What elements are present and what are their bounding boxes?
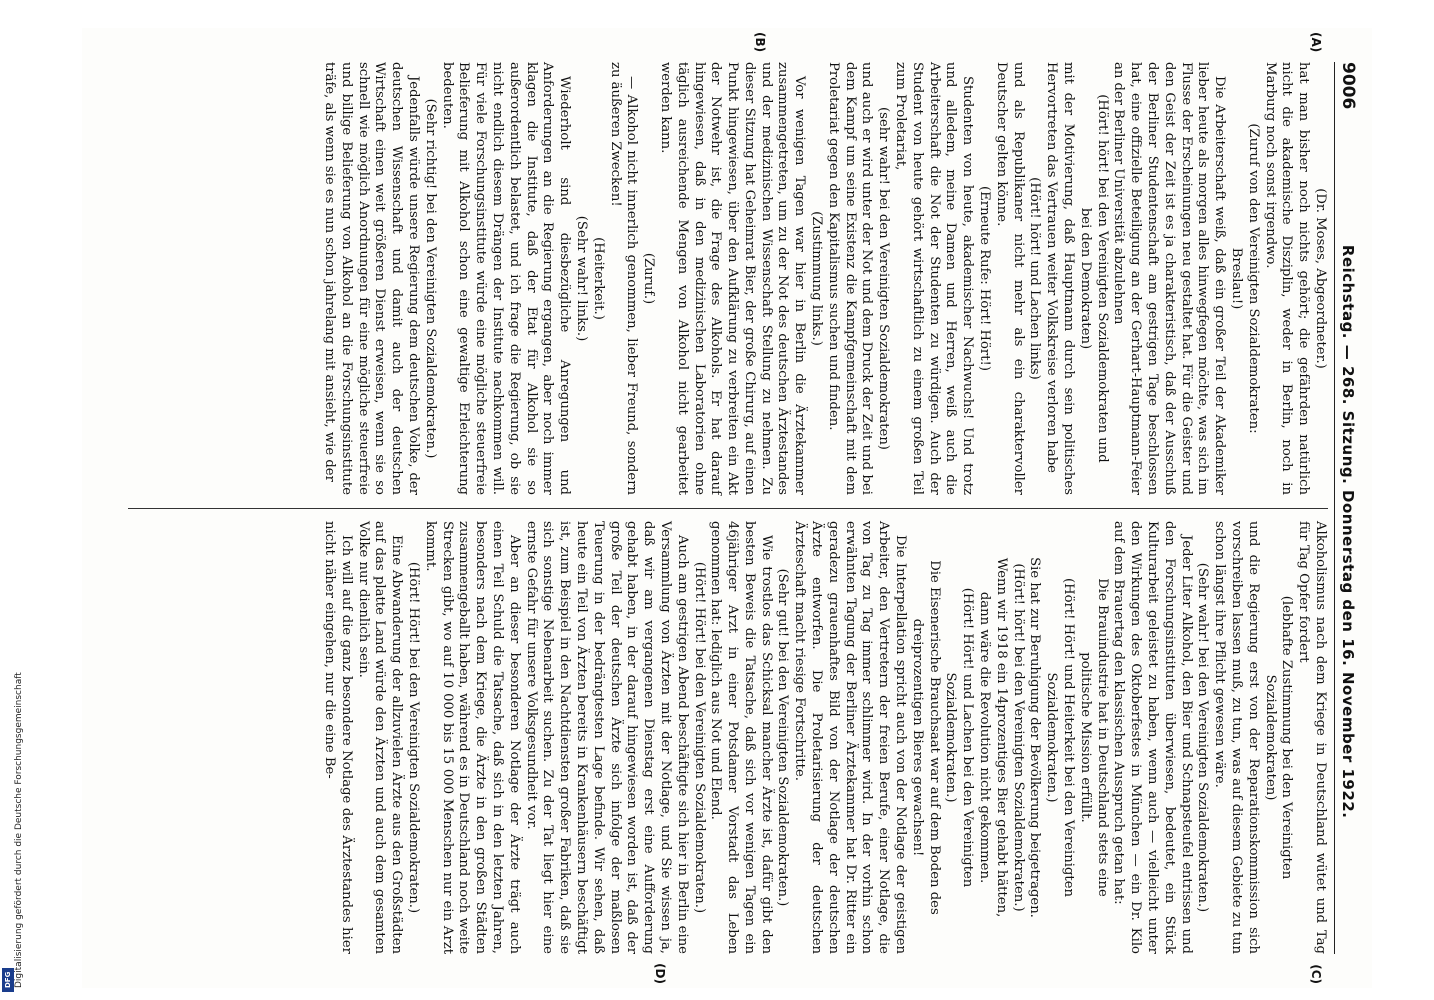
interjection: (Hört! hört! bei den Vereinigten Sozialdemokraten und bei den Demokraten) <box>1077 94 1110 463</box>
paragraph: Vor wenigen Tagen war hier in Berlin die Ärztekammer zusammengetreten, um zu der Not des deutschen Ärztestandes und der medizinischen Wissenschaft Stellung zu nehmen. Zu dieser Sitzung hat Geheimrat Bier, der große Chirurg, auf einen Punkt hingewiesen, über den Aufklärung zu verbreiten ein Akt der Notwehr ist, die Frage des Alkohols. Er hat darauf hingewiesen, daß in den medizinischen Laboratorien ohne täglich ausreichende Mengen von Alkohol nicht gearbeitet werden kann. <box>657 62 808 495</box>
quotation: Sie hat zur Beruhigung der Bevölkerung beigetragen. <box>1027 557 1043 918</box>
interjection: (Sehr wahr! links.) <box>573 215 589 342</box>
quotation: Wenn wir 1918 ein 14prozentiges Bier gehabt hätten, dann wäre die Revolution nicht gekommen. <box>977 557 1009 918</box>
paragraph: und als Republikaner nicht mehr als ein charaktervoller Deutscher gelten könne. <box>993 62 1026 495</box>
interjection: (Zuruf.) <box>641 252 657 305</box>
paragraph: Wie trostlos das Schicksal mancher Ärzte ist, dafür gibt den besten Beweis die Tatsache, daß sich vor wenigen Tagen ein 46jähriger Arzt in einer Potsdamer Vorstadt das Leben genommen hat: lediglich aus Not und Elend. <box>708 521 774 954</box>
credit-text: Digitalisierung gefördert durch die Deutsche Forschungsgemeinschaft <box>14 672 24 988</box>
running-head <box>1334 62 1358 954</box>
paragraph: Auch am gestrigen Abend beschäftigte sich hier in Berlin eine Versammlung von Ärzten mit der Notlage, und Sie wissen ja, daß wir am vergangenen Dienstag erst eine Aufforderung gehabt haben, in der darauf hingewiesen worden ist, daß der große Teil der deutschen Ärzte sich infolge der maßlosen Teuerung in der bedrängtesten Lage befinde. Wir sehen, daß heute ein Teil von Ärzten bereits in Krankenhäusern beschäftigt ist, zum Beispiel in den Nachtdiensten großer Fabriken, daß sie sich sonstige Nebenarbeit suchen. Zu der Tat liegt hier eine ernste Gefahr für unsere Volksgesundheit vor. <box>523 521 690 954</box>
digitization-credit <box>2 600 24 990</box>
margin-mark-b: (B) <box>753 32 767 53</box>
interjection: (Heiterkeit.) <box>590 237 606 320</box>
paragraph: Aber an dieser besonderen Notlage der Ärzte trägt auch einen Teil Schuld die Tatsache, daß sich in den letzten Jahren, besonders nach dem Kriege, die Ärzte in den großen Städten zusammengeballt haben, während es in Deutschland noch weite Strecken gibt, wo auf 10 000 bis 15 000 Menschen nur ein Arzt kommt. <box>422 521 522 954</box>
interjection: (Hört! Hört! und Lachen bei den Vereinigten Sozialdemokraten.) <box>943 587 976 888</box>
interjection: (Erneute Rufe: Hört! Hört!) <box>977 186 993 371</box>
page-number: 9006 <box>1338 62 1358 110</box>
quotation: Die Eisenerische Brauchsaat war auf dem Boden des dreiprozentigen Bieres gewachsen! <box>909 560 942 915</box>
page-title: Reichstag. — 268. Sitzung. Donnerstag den 16. November 1922. <box>1339 244 1357 819</box>
dfg-logo: DFG <box>2 968 14 992</box>
interjection: (Sehr richtig! bei den Vereinigten Sozialdemokraten.) <box>422 98 438 459</box>
margin-mark-d: (D) <box>653 963 667 984</box>
paragraph: Die Arbeiterschaft weiß, daß ein großer Teil der Akademiker lieber heute als morgen alles hinwegfegen möchte, was sich im Flusse der Erscheinungen neu gestaltet hat. Für die Geister und den Geist der Zeit ist es ja charakteristisch, daß der Ausschuß der Berliner Studentenschaft am gestrigen Tage beschlossen hat, eine offizielle Beteiligung an der Gerhart-Hauptmann-Feier an der Berliner Universität abzulehnen <box>1111 62 1228 495</box>
paragraph: Wiederholt sind diesbezügliche Anregungen und Anforderungen an die Regierung ergangen, aber noch immer klagen die Institute, daß der Etat für Alkohol sie so außerordentlich belastet, und ich frage die Regierung, ob sie nicht endlich diesem Drängen der Institute nachkommen will. Für viele Forschungsinstitute würde eine mögliche steuerfreie Belieferung mit Alkohol schon eine gewaltige Erleichterung bedeuten. <box>439 62 573 495</box>
text-columns <box>128 32 1328 984</box>
interjection: (Sehr gut! bei den Vereinigten Sozialdemokraten.) <box>775 568 791 907</box>
interjection: (Zustimmung links.) <box>809 211 825 346</box>
left-column <box>128 32 1328 495</box>
interjection: (Hört! Hört! und Heiterkeit bei den Vereinigten Sozialdemokraten.) <box>1044 577 1077 898</box>
paragraph: (Dr. Moses, Abgeordneter.) <box>1313 188 1328 369</box>
margin-mark-c: (C) <box>1309 964 1323 984</box>
interjection: (Hört! Hört! bei den Vereinigten Sozialdemokraten.) <box>691 561 707 914</box>
paragraph: und auch er wird unter der Not und dem Druck der Zeit und bei dem Kampf um seine Existenz die Kampfgemeinschaft mit dem Proletariat gegen den Kapitalismus suchen und finden. <box>825 62 875 495</box>
right-column <box>128 521 1328 984</box>
interjection: (Hört! Hört! bei den Vereinigten Sozialdemokraten.) <box>405 561 421 914</box>
paragraph: hat man bisher noch nichts gehört; die gefährden natürlich nicht die akademische Disziplin, weder in Berlin, noch in Marburg noch sonst irgendwo. <box>1262 62 1312 495</box>
interjection: (Zuruf von den Vereinigten Sozialdemokraten: Breslau!) <box>1229 123 1261 434</box>
interjection: (Hört! hört! bei den Vereinigten Sozialdemokraten.) <box>1010 563 1026 912</box>
document-page <box>82 28 1372 988</box>
interjection: (Sehr wahr! bei den Vereinigten Sozialdemokraten.) <box>1195 562 1211 913</box>
paragraph: Eine Abwanderung der allzuvielen Ärzte aus den Großstädten auf das platte Land würde den Ärzten und auch dem gesamten Volke nur dienlich sein. <box>355 521 405 954</box>
interjection: (lebhafte Zustimmung bei den Vereinigten Sozialdemokraten) <box>1262 595 1295 880</box>
paragraph: — Alkohol nicht innerlich genommen, lieber Freund, sondern zu äußeren Zwecken! <box>607 62 640 495</box>
paragraph: Ich will auf die ganz besondere Notlage des Ärztestandes hier nicht näher eingehen, nur die eine Be- <box>321 521 354 954</box>
quotation: Die Brauindustrie hat in Deutschland stets eine politische Mission erfüllt. <box>1077 578 1110 897</box>
paragraph: und die Regierung erst von der Reparationskommission sich vorschreiben lassen muß, zu tun, was auf diesem Gebiete zu tun schon längst ihre Pflicht gewesen wäre. <box>1212 521 1261 954</box>
paragraph: mit der Motivierung, daß Hauptmann durch sein politisches Hervortreten das Vertrauen weiter Volkskreise verloren habe <box>1044 62 1077 495</box>
interjection: (sehr wahr! bei den Vereinigten Sozialdemokraten) <box>876 107 892 450</box>
paragraph: Jedenfalls würde unsere Regierung dem deutschen Volke, der deutschen Wissenschaft und damit auch der deutschen Wirtschaft einen weit größeren Dienst erweisen, wenn sie so schnell wie möglich Anordnungen für eine mögliche steuerfreie und billige Belieferung von Alkohol an die Forschungsinstitute träfe, als wenn sie es nun schon jahrelang mit ansieht, wie der <box>321 62 421 495</box>
paragraph: Alkoholismus nach dem Kriege in Deutschland wütet und Tag für Tag Opfer fordert <box>1296 521 1328 954</box>
paragraph: Die Interpellation spricht auch von der Notlage der geistigen Arbeiter, den Vertretern der freien Berufe, einer Notlage, die von Tag zu Tag immer schlimmer wird. In der vorhin schon erwähnten Tagung der Berliner Ärztekammer hat Dr. Ritter ein geradezu grauenhaftes Bild von der Notlage der deutschen Ärzte entworfen. Die Proletarisierung der deutschen Ärzteschaft macht riesige Fortschritte. <box>792 521 909 954</box>
paragraph: Studenten von heute, akademischer Nachwuchs! Und trotz und alledem, meine Damen und Herren, weiß auch die Arbeiterschaft die Not der Studenten zu würdigen. Auch der Student von heute gehört wirtschaftlich zu einem großen Teil zum Proletariat, <box>893 62 976 495</box>
interjection: (Hört! hört! und Lachen links) <box>1027 177 1043 380</box>
margin-mark-a: (A) <box>1309 32 1323 53</box>
paragraph: Jeder Liter Alkohol, den Bier und Schnapsteufel entrissen und den Forschungsinstituten überwiesen, bedeutet, ein Stück Kulturarbeit geleistet zu haben, wenn auch — vielleicht unter den Wirkungen des Oktoberfestes in München — ein Dr. Kilo auf dem Brauertag den klassischen Ausspruch getan hat: <box>1111 521 1194 954</box>
